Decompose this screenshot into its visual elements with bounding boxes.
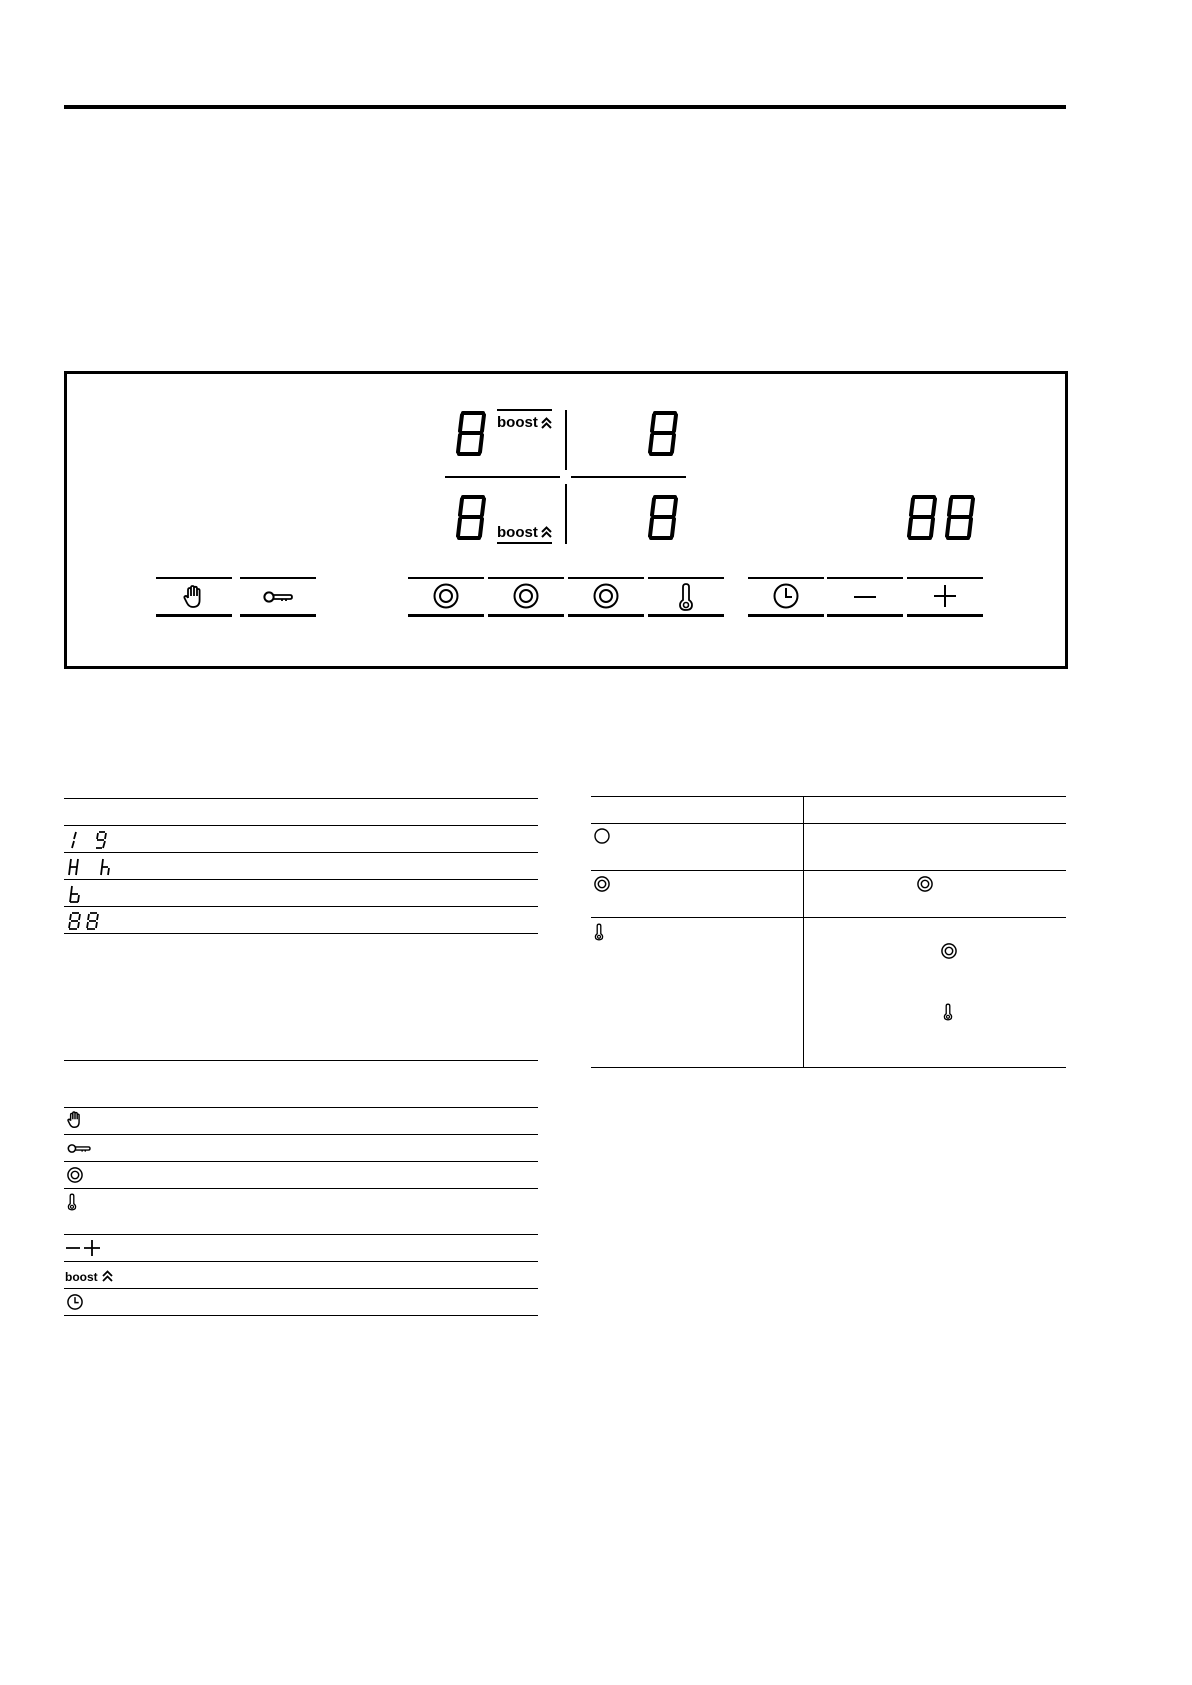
key-button[interactable] [240,577,316,617]
zone-display-bottom-right [647,494,679,540]
button-top-line [648,577,724,579]
button-top-line [827,577,903,579]
boost-label-small: boost [65,1270,98,1284]
displays-table-bottom-rule [64,933,538,934]
thermometer-icon [943,1003,953,1021]
boost-chevron-top-icon [541,417,552,429]
table-row [64,907,538,934]
zone-button-3[interactable] [568,577,644,617]
button-bottom-line [156,614,232,617]
thermometer-icon [594,923,604,941]
table-row [591,918,1066,1068]
plus-icon [934,585,956,607]
zones-table-top-rule [591,796,1066,797]
table-row [64,1135,538,1162]
button-bottom-line [827,614,903,617]
zone-divider-vertical-top [565,410,567,470]
boost-chevron-bottom-icon [541,526,552,538]
key-icon [263,590,293,604]
double-ring-icon [917,876,933,892]
minus-icon [854,595,876,599]
table-row [64,1108,538,1135]
plus-button[interactable] [907,577,983,617]
button-top-line [240,577,316,579]
table-row [591,871,1066,918]
zone-display-top-right [647,410,679,456]
clock-icon [773,583,799,609]
key-icon [67,1143,91,1154]
boost-top-overline [497,409,552,411]
thermometer-icon [678,582,694,612]
zone-icon [593,583,619,609]
seven-seg-1-9-icon [68,831,108,849]
zone-button-1[interactable] [408,577,484,617]
zones-table-bottom-rule [591,1067,1066,1068]
button-top-line [408,577,484,579]
minus-button[interactable] [827,577,903,617]
boost-label-top: boost [497,414,538,431]
single-ring-icon [594,828,610,844]
button-top-line [156,577,232,579]
button-bottom-line [240,614,316,617]
seven-seg-b-icon [68,885,82,903]
timer-display [906,494,978,540]
button-bottom-line [907,614,983,617]
button-bottom-line [748,614,824,617]
table-row [64,1289,538,1316]
table-row [591,824,1066,871]
hand-icon [183,585,205,609]
zone-divider-horizontal-right [571,476,686,478]
boost-chevron-icon [102,1270,113,1282]
zone-divider-vertical-bottom [565,484,567,544]
table-row [64,826,538,853]
table-row [64,880,538,907]
button-bottom-line [568,614,644,617]
zone-icon [433,583,459,609]
table-row [64,1262,538,1289]
controls-table-bottom-rule [64,1315,538,1316]
zone-icon [513,583,539,609]
zone-button-2[interactable] [488,577,564,617]
zone-display-top-left [455,410,487,456]
clock-icon [67,1294,83,1310]
minus-plus-icon [66,1240,100,1256]
table-row [64,1189,538,1235]
button-top-line [488,577,564,579]
hand-button[interactable] [156,577,232,617]
seven-seg-88-icon [68,912,102,930]
table-row [64,1235,538,1262]
displays-table-top-rule [64,798,538,799]
seven-seg-H-h-icon [68,858,112,876]
boost-label-bottom: boost [497,524,538,541]
zone-icon [67,1167,83,1183]
zone-display-bottom-left [455,494,487,540]
table-row [64,853,538,880]
hand-icon [67,1111,83,1129]
double-ring-icon [941,943,957,959]
table-row [64,1162,538,1189]
frying-sensor-button[interactable] [648,577,724,617]
header-rule [64,105,1066,109]
button-top-line [748,577,824,579]
thermometer-icon [67,1193,77,1211]
button-bottom-line [648,614,724,617]
boost-bottom-underline [497,542,552,544]
double-ring-icon [594,876,610,892]
zone-divider-horizontal-left [445,476,560,478]
button-bottom-line [408,614,484,617]
controls-table-top-rule [64,1060,538,1061]
timer-button[interactable] [748,577,824,617]
button-top-line [568,577,644,579]
button-top-line [907,577,983,579]
button-bottom-line [488,614,564,617]
